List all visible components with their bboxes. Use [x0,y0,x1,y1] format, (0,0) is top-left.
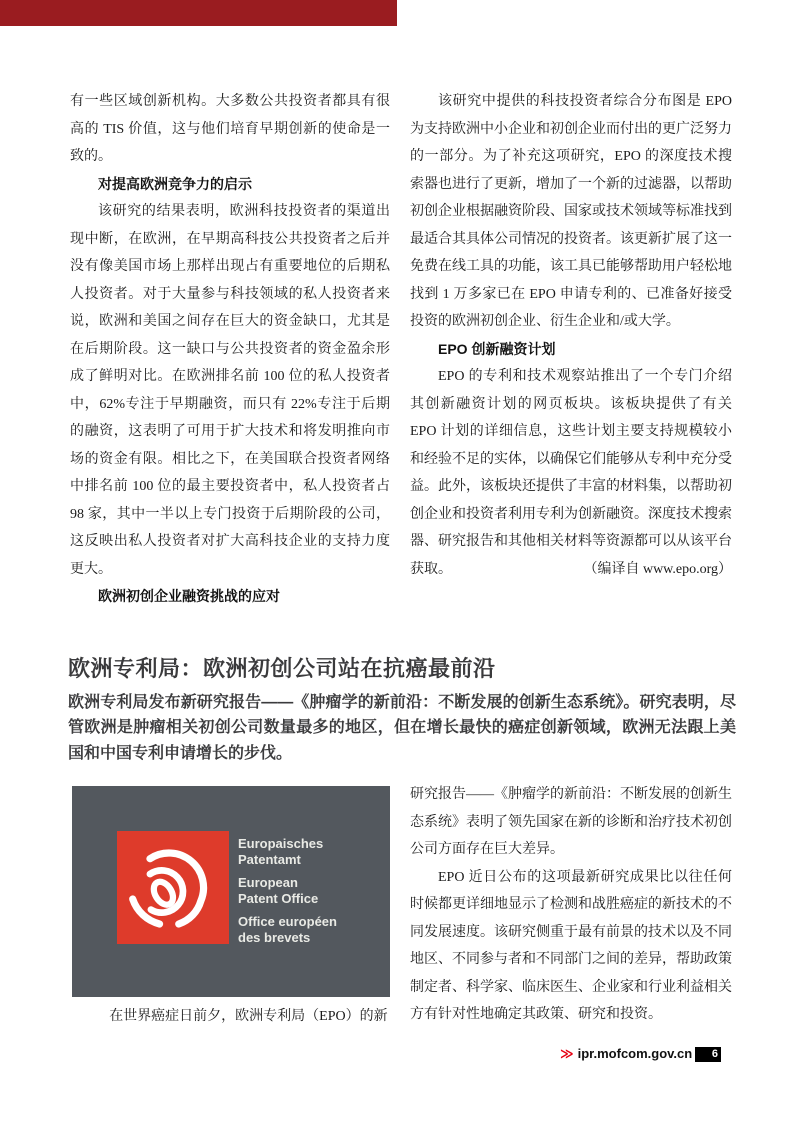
wordmark-line: Patentamt [238,851,301,867]
paragraph: 有一些区域创新机构。大多数公共投资者都具有很高的 TIS 价值，这与他们培育早期创新的使命是一致的。 [70,94,390,164]
paragraph: 该研究的结果表明，欧洲科技投资者的渠道出现中断，在欧洲，在早期高科技公共投资者之后并没有像美国市场上那样出现占有重要地位的后期私人投资者。对于大量参与科技领域的私人投资者来说，欧洲和美国之间存在巨大的资金缺口，尤其是在后期阶段。这一缺口与公共投资者的资金盈余形成了鲜明对比。在欧洲排名前 100 位的私人投资者中，62%专注于早期融资，而只有 22%专注于后期的融资，这表明了可用于扩大技术和将发明推向市场的资金有限。相比之下，在美国联合投资者网络中排名前 100 位的最主要投资者中，私人投资者占 98 家，其中一半以上专门投资于后期阶段的公司，这反映出私人投资者对扩大高科技企业的支持力度更大。 [70,204,390,577]
wordmark-line: Europaisches [238,836,324,851]
article2-right-column [410,781,732,1029]
article2-lede: 欧洲专利局发布新研究报告——《肿瘤学的新前沿：不断发展的创新生态系统》。研究表明，尽管欧洲是肿瘤相关初创公司数量最多的地区，但在增长最快的癌症创新领域，欧洲无法跟上美国和中国专利申请增长的步伐。 [68,694,736,762]
top-red-bar [0,0,397,26]
subheading-competitiveness: 对提高欧洲竞争力的启示 [98,175,252,192]
chevrons-icon: ≫ [560,1046,572,1061]
paragraph: EPO 近日公布的这项最新研究成果比以往任何时候都更详细地显示了检测和战胜癌症的新技术的不同发展速度。该研究侧重于最有前景的技术以及不同地区、不同参与者和不同部门之间的差异，帮助政策制定者、科学家、临床医生、企业家和行业利益相关方有针对性地确定其政策、研究和投资。 [410,869,732,1022]
paragraph: 该研究中提供的科技投资者综合分布图是 EPO 为支持欧洲中小企业和初创企业而付出的更广泛努力的一部分。为了补充这项研究，EPO 的深度技术搜索器也进行了更新，增加了一个新的过滤器，以帮助初创企业根据融资阶段、国家或技术领域等标准找到最适合其具体公司情况的投资者。该更新扩展了这一免费在线工具的功能，该工具已能够帮助用户轻松地找到 1 万多家已在 EPO 申请专利的、已准备好接受投资的欧洲初创企业、衍生企业和/或大学。 [410,94,732,329]
page-number-badge: 6 [695,1047,721,1062]
wordmark-line: Patent Office [238,890,319,906]
page-footer [560,1046,760,1066]
wordmark-line: European [238,875,298,890]
paragraph-text: EPO 的专利和技术观察站推出了一个专门介绍其创新融资计划的网页板块。该板块提供了有关 EPO 计划的详细信息，这些计划主要支持规模较小和经验不足的实体，以确保它们能够从专利中充分受益。此外，该板块还提供了丰富的材料集，以帮助初创企业和投资者利用专利为创新融资。深度技术搜索器、研究报告和其他相关材料等资源都可以从该平台获取。 [410,369,732,577]
paragraph [410,363,732,583]
paragraph: 研究报告——《肿瘤学的新前沿：不断发展的创新生态系统》表明了领先国家在新的诊断和治疗技术初创公司方面存在巨大差异。 [410,787,732,857]
source-credit: （编译自 www.epo.org） [583,561,732,577]
subheading-financing-challenge: 欧洲初创企业融资挑战的应对 [98,588,280,604]
epo-spiral-icon [125,839,221,936]
wordmark-english [238,875,388,906]
epo-wordmark [238,836,388,953]
wordmark-line: Office européen [238,914,337,929]
footer-site-text: ipr.mofcom.gov.cn [577,1046,693,1061]
wordmark-german [238,836,388,867]
article2-left-text-line: 在世界癌症日前夕，欧洲专利局（EPO）的新 [109,1009,388,1024]
epo-figure [72,786,390,997]
epo-logo-mark [117,831,229,944]
article1-right-column [410,88,732,583]
wordmark-line: des brevets [238,929,311,945]
article1-left-column [70,88,390,611]
wordmark-french [238,914,388,945]
article2-title: 欧洲专利局：欧洲初创公司站在抗癌最前沿 [68,656,496,681]
subheading-epo-funding-programme: EPO 创新融资计划 [438,340,556,357]
